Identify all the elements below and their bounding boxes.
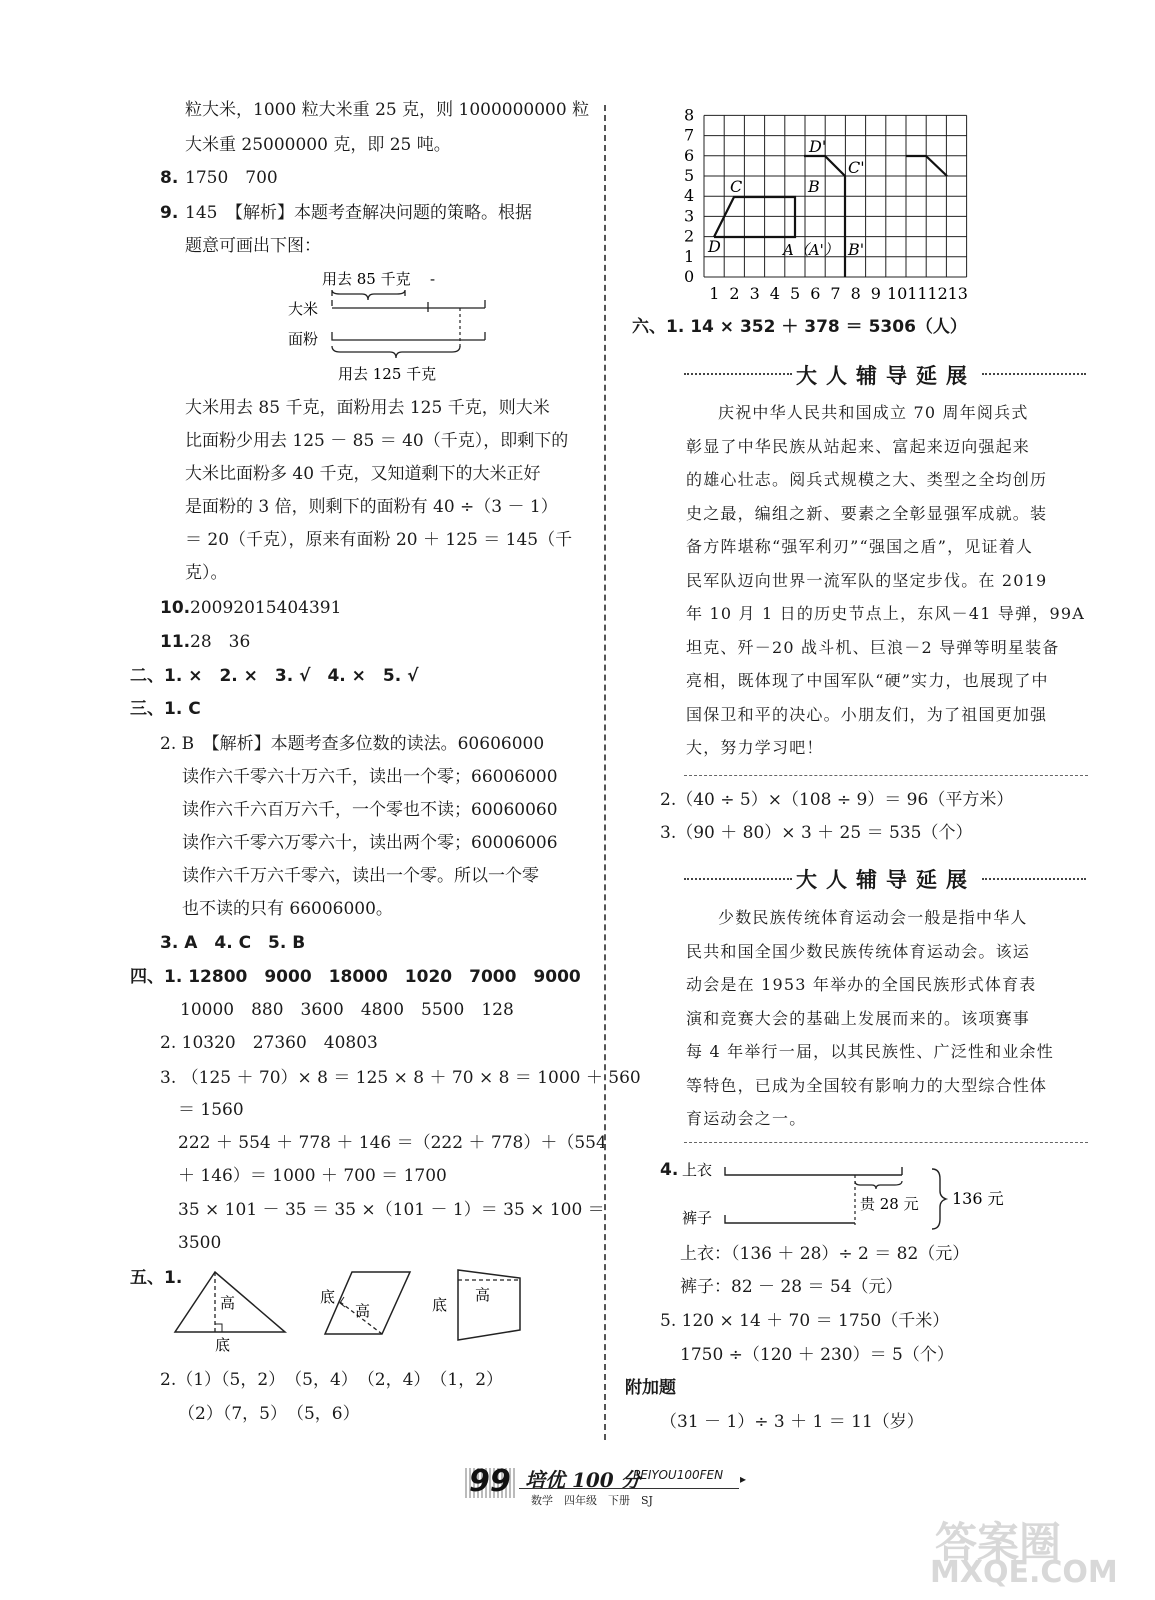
- diagram-top-label: 用去 85 千克: [322, 270, 411, 288]
- divider-line: [684, 373, 792, 375]
- text-line: 读作六千六百万六千，一个零也不读；60060060: [182, 800, 558, 820]
- answer-5-2: 2.（1）（5，2） （5，4） （2，4） （1，2）: [160, 1370, 504, 1390]
- section-2: 二、1. × 2. × 3. √ 4. × 5. √: [130, 666, 419, 686]
- text-line: 35 × 101 － 35 ＝ 35 ×（101 － 1）＝ 35 × 100 ＝: [178, 1200, 605, 1220]
- extra-answer: （31 － 1）÷ 3 ＋ 1 ＝ 11（岁）: [660, 1412, 924, 1432]
- text-line: 222 ＋ 554 ＋ 778 ＋ 146 ＝（222 ＋ 778）＋（554: [178, 1133, 607, 1153]
- text-line: 大米重 25000000 克，即 25 吨。: [185, 135, 451, 155]
- coat-label: 上衣: [682, 1161, 713, 1179]
- text-line: 比面粉少用去 125 － 85 ＝ 40（千克），即剩下的: [185, 431, 569, 451]
- section-4: 四、1. 12800 9000 18000 1020 7000 9000: [130, 967, 581, 987]
- question-number: 4.: [660, 1160, 679, 1180]
- text-line: ＝ 20（千克），原来有面粉 20 ＋ 125 ＝ 145（千: [185, 530, 573, 550]
- y-tick-label: 5: [684, 166, 695, 185]
- reading-line: 的雄心壮志。阅兵式规模之大、类型之全均创历: [686, 470, 1048, 489]
- column-divider: [604, 105, 606, 1440]
- box-heading: 大人辅导延展: [796, 364, 976, 388]
- x-tick-label: 13: [947, 284, 968, 303]
- answer-5: 5. 120 × 14 ＋ 70 ＝ 1750（千米）: [660, 1311, 950, 1331]
- footer-rule: [519, 1488, 739, 1489]
- page-number: 99: [469, 1464, 511, 1499]
- reading-line: 民共和国全国少数民族传统体育运动会。该运: [686, 941, 1031, 961]
- svg-text:-: -: [430, 270, 436, 288]
- arrow-icon: ▸: [740, 1472, 747, 1486]
- text-line: 读作六千零六十万六千，读出一个零；66006000: [182, 767, 558, 787]
- label-base: 底: [215, 1336, 231, 1354]
- x-tick-label: 1: [709, 284, 720, 303]
- footer-subtitle: 数学 四年级 下册 SJ: [531, 1494, 653, 1507]
- y-tick-label: 6: [684, 145, 695, 165]
- reading-line: 育运动会之一。: [686, 1109, 807, 1128]
- answer-11: 28 36: [190, 632, 251, 652]
- point-C: C: [730, 177, 743, 196]
- y-tick-label: 7: [684, 125, 695, 145]
- diagram-bottom-label: 用去 125 千克: [338, 365, 437, 383]
- x-tick-label: 12: [927, 284, 948, 303]
- divider-line: [684, 878, 792, 880]
- section-3: 三、1. C: [130, 699, 201, 719]
- reading-line: 亮相，既体现了中国军队“硬”实力，也展现了中: [686, 671, 1049, 690]
- extra-title: 附加题: [625, 1378, 676, 1398]
- x-tick-label: 10: [887, 284, 908, 303]
- height-shapes-figure: [170, 1262, 540, 1357]
- text-line: ＝ 1560: [178, 1100, 244, 1120]
- watermark-url: MXQE.COM: [930, 1555, 1118, 1590]
- divider-line: [684, 775, 1088, 776]
- rice-label: 大米: [288, 300, 319, 318]
- answer-3-3: 3. A 4. C 5. B: [160, 933, 306, 953]
- text-line: ＋ 146）＝ 1000 ＋ 700 ＝ 1700: [178, 1166, 447, 1186]
- section-6: 六、1. 14 × 352 ＋ 378 ＝ 5306（人）: [632, 317, 967, 337]
- diff-label: 贵 28 元: [860, 1195, 919, 1213]
- y-tick-label: 0: [684, 267, 695, 286]
- label-base: 底: [432, 1296, 448, 1314]
- y-tick-label: 2: [684, 226, 695, 246]
- label-base: 底: [320, 1288, 336, 1306]
- answer-4-coat: 上衣：（136 ＋ 28）÷ 2 ＝ 82（元）: [680, 1244, 970, 1264]
- coordinate-grid: [672, 100, 1002, 308]
- point-A: A（A'）: [783, 241, 839, 259]
- reading-line: 彰显了中华民族从站起来、富起来迈向强起来: [686, 436, 1031, 456]
- divider-line: [982, 373, 1086, 375]
- answer-8: 1750 700: [185, 168, 278, 188]
- point-C-prime: C': [848, 158, 865, 177]
- reading-line: 大，努力学习吧！: [686, 738, 824, 757]
- brand-english: PEIYOU100FEN: [633, 1468, 724, 1482]
- reading-line: 每 4 年举行一届，以其民族性、广泛性和业余性: [686, 1042, 1054, 1061]
- answer-4-2: 2. 10320 27360 40803: [160, 1033, 378, 1053]
- flour-label: 面粉: [288, 330, 319, 348]
- text-line: 克）。: [185, 563, 228, 583]
- answer-3-2: 2. B 【解析】本题考查多位数的读法。60606000: [160, 734, 545, 754]
- label-height: 高: [355, 1302, 371, 1320]
- x-tick-label: 8: [850, 284, 861, 303]
- rice-flour-diagram: [280, 262, 500, 387]
- y-tick-label: 8: [684, 105, 695, 125]
- reading-line: 史之最，编组之新、要素之全彰显强军成就。装: [686, 503, 1048, 523]
- answer-4-3: 3. （125 ＋ 70）× 8 ＝ 125 × 8 ＋ 70 × 8 ＝ 1000 ＋ 560: [160, 1068, 641, 1088]
- text-line: 3500: [178, 1233, 222, 1253]
- y-tick-label: 1: [684, 246, 695, 266]
- x-tick-label: 2: [729, 284, 740, 303]
- section-5: 五、1.: [130, 1268, 183, 1288]
- x-tick-label: 6: [810, 284, 821, 303]
- y-tick-label: 3: [684, 206, 695, 226]
- answer-4-pants: 裤子：82 － 28 ＝ 54（元）: [680, 1277, 903, 1297]
- y-tick-label: 4: [684, 186, 695, 206]
- text-line: 读作六千万六千零六，读出一个零。所以一个零: [182, 866, 539, 886]
- x-tick-label: 7: [830, 284, 841, 303]
- total-label: 136 元: [952, 1189, 1004, 1208]
- text-line: 大米比面粉多 40 千克，又知道剩下的大米正好: [185, 464, 541, 484]
- answer-6-3: 3.（90 ＋ 80）× 3 ＋ 25 ＝ 535（个）: [660, 823, 973, 843]
- text-line: 10000 880 3600 4800 5500 128: [180, 1000, 514, 1020]
- point-B-prime: B': [848, 240, 865, 259]
- x-tick-label: 11: [907, 284, 928, 303]
- answer-10: 20092015404391: [190, 598, 342, 618]
- question-number: 8.: [160, 168, 179, 188]
- label-height: 高: [475, 1286, 491, 1304]
- reading-line: 备方阵堪称“强军利刃”“强国之盾”，见证着人: [686, 537, 1034, 556]
- text-line: 粒大米，1000 粒大米重 25 克，则 1000000000 粒: [185, 100, 590, 120]
- divider-line: [982, 878, 1086, 880]
- reading-line: 演和竞赛大会的基础上发展而来的。该项赛事: [686, 1008, 1031, 1028]
- point-B: B: [808, 177, 820, 196]
- reading-line: 民军队迈向世界一流军队的坚定步伐。在 2019: [686, 570, 1048, 590]
- question-number: 9.: [160, 203, 179, 223]
- clothes-price-diagram: [680, 1155, 1020, 1235]
- text-line: 也不读的只有 66006000。: [182, 899, 393, 919]
- x-tick-label: 4: [769, 284, 780, 303]
- watermark-logo: 答案圈: [935, 1518, 1062, 1567]
- answer-9: 145 【解析】本题考查解决问题的策略。根据: [185, 203, 532, 223]
- reading-line: 等特色，已成为全国较有影响力的大型综合性体: [686, 1075, 1048, 1095]
- text-line: 1750 ÷（120 ＋ 230）＝ 5（个）: [680, 1345, 954, 1365]
- label-height: 高: [220, 1294, 236, 1312]
- brand-title: 培优 100 分: [525, 1468, 641, 1492]
- x-tick-label: 9: [870, 284, 881, 303]
- reading-line: 少数民族传统体育运动会一般是指中华人: [718, 908, 1028, 927]
- point-D: D: [708, 237, 721, 256]
- question-number: 11.: [160, 632, 191, 652]
- reading-line: 国保卫和平的决心。小朋友们，为了祖国更加强: [686, 704, 1048, 724]
- x-tick-label: 5: [790, 284, 801, 303]
- text-line: （2）（7，5） （5，6）: [178, 1404, 360, 1424]
- answer-6-2: 2.（40 ÷ 5）×（108 ÷ 9）＝ 96（平方米）: [660, 790, 1014, 810]
- reading-line: 庆祝中华人民共和国成立 70 周年阅兵式: [718, 403, 1029, 422]
- pants-label: 裤子: [682, 1209, 713, 1227]
- point-D-prime: D': [809, 137, 827, 156]
- text-line: 是面粉的 3 倍，则剩下的面粉有 40 ÷（3 － 1）: [185, 497, 558, 517]
- question-number: 10.: [160, 598, 191, 618]
- reading-line: 年 10 月 1 日的历史节点上，东风－41 导弹，99A: [686, 604, 1086, 623]
- box-heading: 大人辅导延展: [796, 868, 976, 892]
- x-tick-label: 3: [749, 284, 760, 303]
- reading-line: 坦克、歼－20 战斗机、巨浪－2 导弹等明星装备: [686, 637, 1060, 657]
- text-line: 题意可画出下图：: [185, 236, 321, 256]
- text-line: 读作六千零六万零六十，读出两个零；60006006: [182, 833, 558, 853]
- reading-line: 动会是在 1953 年举办的全国民族形式体育表: [686, 975, 1037, 994]
- divider-line: [684, 1142, 1088, 1143]
- text-line: 大米用去 85 千克，面粉用去 125 千克，则大米: [185, 398, 550, 418]
